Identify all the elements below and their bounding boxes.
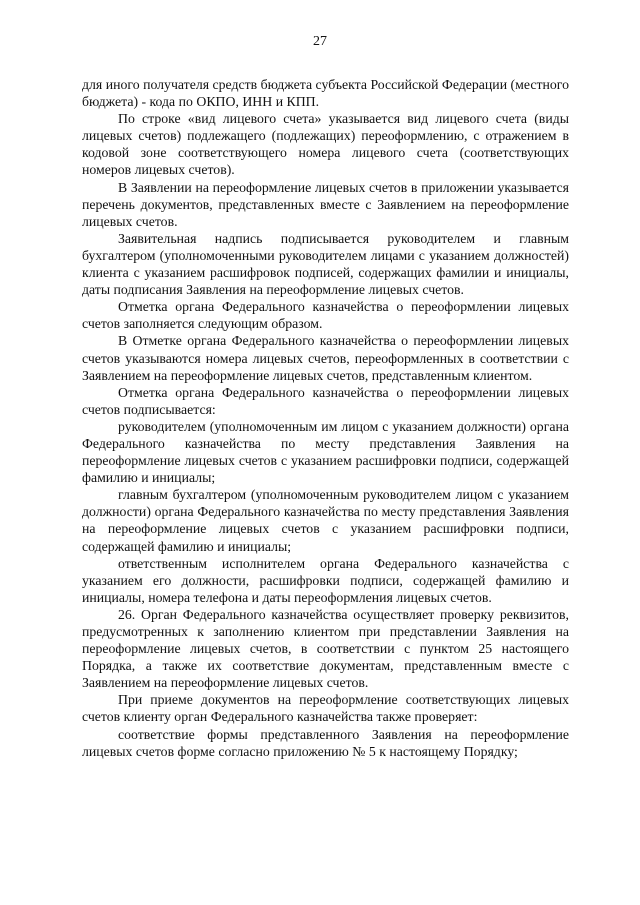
paragraph: ответственным исполнителем органа Федерального казначейства с указанием его должности, расшифровки подписи, содержащей фамилию и инициалы, номера телефона и даты переоформления лицевых счетов. <box>82 555 569 605</box>
page-number: 27 <box>313 34 327 49</box>
paragraph: соответствие формы представленного Заявления на переоформление лицевых счетов форме согласно приложению № 5 к настоящему Порядку; <box>82 726 569 759</box>
paragraph: руководителем (уполномоченным им лицом с указанием должности) органа Федерального казначейства по месту представления Заявления на переоформление лицевых счетов с указанием расшифровки подписи, содержащей фамилию и инициалы; <box>82 418 569 486</box>
paragraph: По строке «вид лицевого счета» указывается вид лицевого счета (виды лицевых счетов) подлежащего (подлежащих) переоформлению, с отражением в кодовой зоне соответствующего номера лицевого счета (соответствующих номеров лицевых счетов). <box>82 111 569 178</box>
paragraph: В Заявлении на переоформление лицевых счетов в приложении указывается перечень документов, представленных вместе с Заявлением на переоформление лицевых счетов. <box>82 179 569 229</box>
paragraph: 26. Орган Федерального казначейства осуществляет проверку реквизитов, предусмотренных к заполнению клиентом при представлении Заявления на переоформление лицевых счетов, в соответствии с пунктом 25 настоящего Порядка, а также их соответствие документам, представленным вместе с Заявлением на переоформление лицевых счетов. <box>82 606 569 691</box>
paragraph: для иного получателя средств бюджета субъекта Российской Федерации (местного бюджета) - кода по ОКПО, ИНН и КПП. <box>82 77 569 110</box>
paragraph: Отметка органа Федерального казначейства о переоформлении лицевых счетов заполняется следующим образом. <box>82 299 569 332</box>
paragraph: главным бухгалтером (уполномоченным руководителем лицом с указанием должности) органа Федерального казначейства по месту представления Заявления на переоформление лицевых счетов с указанием расшифровки подписи, содержащей фамилию и инициалы; <box>82 487 569 554</box>
paragraph: При приеме документов на переоформление соответствующих лицевых счетов клиенту орган Федерального казначейства также проверяет: <box>82 692 569 725</box>
paragraph: В Отметке органа Федерального казначейства о переоформлении лицевых счетов указываются номера лицевых счетов, переоформленных в соответствии с Заявлением на переоформление лицевых счетов, представленным клиентом. <box>82 333 569 383</box>
paragraph: Отметка органа Федерального казначейства о переоформлении лицевых счетов подписывается: <box>82 384 569 417</box>
paragraph: Заявительная надпись подписывается руководителем и главным бухгалтером (уполномоченными руководителем лицами с указанием должностей) клиента с указанием расшифровок подписей, содержащих фамилии и инициалы, даты подписания Заявления на переоформление лицевых счетов. <box>82 230 569 298</box>
document-body <box>82 76 569 760</box>
